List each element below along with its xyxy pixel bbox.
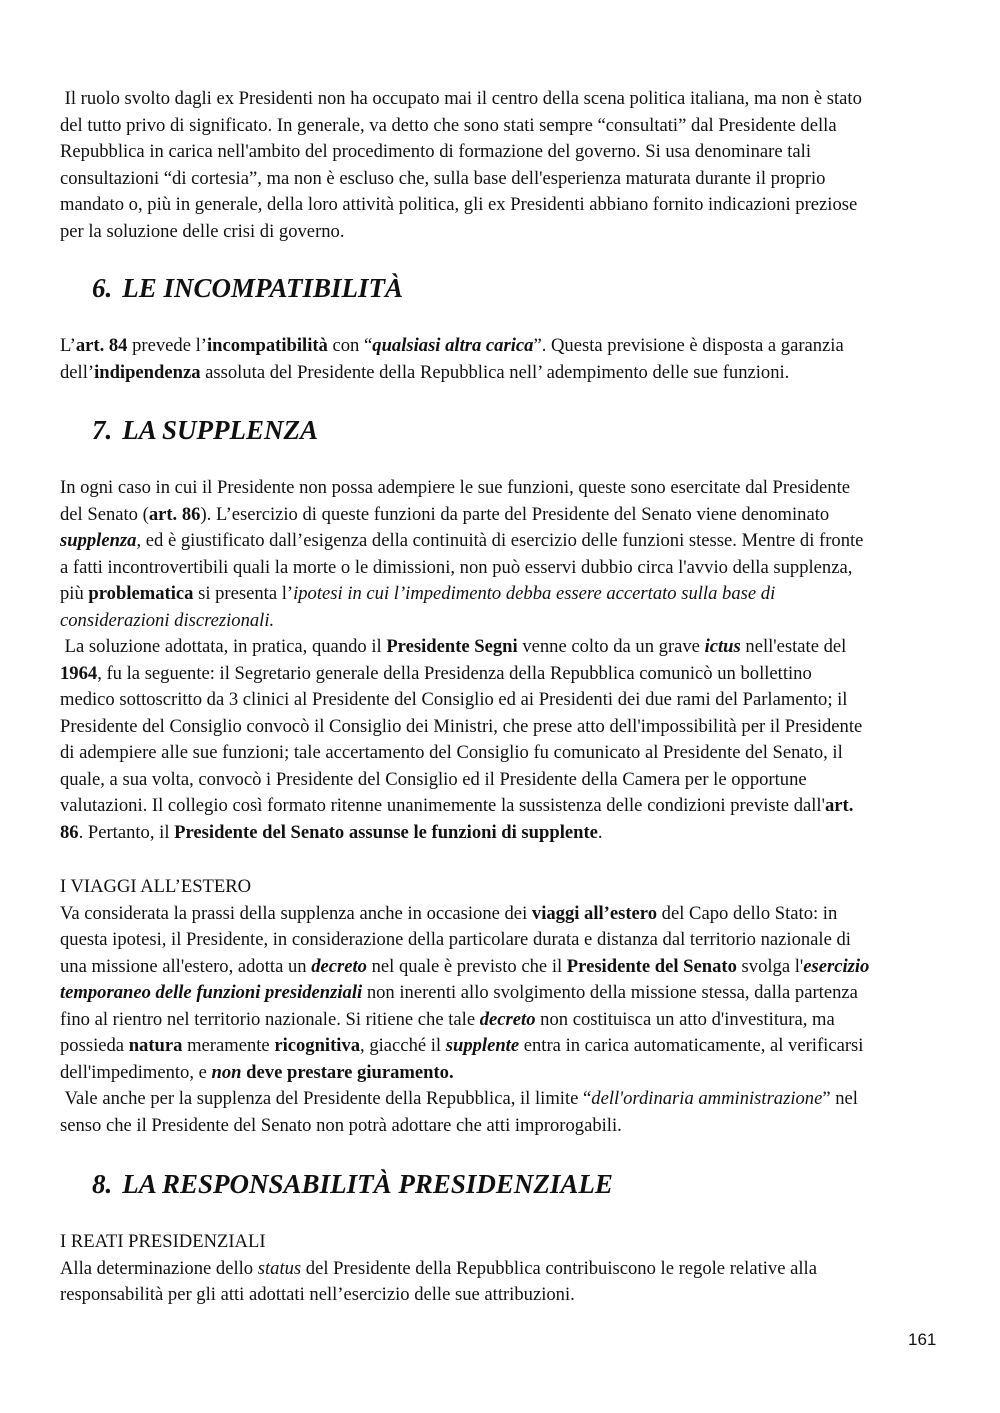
text-line — [60, 360, 945, 387]
text-run: del Capo dello Stato: in — [657, 902, 838, 924]
text-line: senso che il Presidente del Senato non potrà adottare che atti improrogabili. — [60, 1114, 622, 1136]
text-line — [60, 1256, 945, 1283]
bold-italic-text: supplenza — [60, 530, 137, 551]
text-line — [60, 980, 945, 1007]
text-run: Alla determinazione dello — [60, 1257, 258, 1279]
text-run: fino al rientro nel territorio nazionale. Si ritiene che tale — [60, 1008, 480, 1030]
text-line: questa ipotesi, il Presidente, in considerazione della particolare durata e distanza dal territorio nazionale di — [60, 929, 851, 950]
text-line: mandato o, più in generale, della loro attività politica, gli ex Presidenti abbiano fornito indicazioni preziose — [60, 194, 858, 215]
section-number: 8. — [92, 1169, 113, 1199]
text-run: del Presidente della Repubblica contribuiscono le regole relative alla — [301, 1257, 817, 1279]
paragraph-viaggi-estero — [60, 874, 945, 1139]
text-line: per la soluzione delle crisi di governo. — [60, 220, 345, 242]
text-run: più — [60, 583, 89, 604]
text-line — [60, 1086, 945, 1113]
text-run: meramente — [182, 1035, 275, 1056]
text-line — [60, 502, 945, 529]
text-line: In ogni caso in cui il Presidente non possa adempiere le sue funzioni, queste sono esercitate dal Presidente — [60, 477, 851, 498]
section-title: LE INCOMPATIBILITÀ — [122, 273, 404, 303]
text-line: a fatti incontrovertibili quali la morte o le dimissioni, non può esservi dubbio circa l'avvio della supplenza, — [60, 556, 853, 578]
bold-italic-text: esercizio — [803, 955, 870, 977]
bold-text: 1964 — [60, 662, 98, 684]
text-line — [60, 793, 945, 820]
text-line — [60, 608, 945, 635]
text-run: dell’ — [60, 361, 95, 383]
subsection-title: I REATI PRESIDENZIALI — [60, 1231, 266, 1252]
text-run: ). L’esercizio di queste funzioni da parte del Presidente del Senato viene denominato — [200, 503, 830, 525]
text-run: del Senato ( — [60, 503, 149, 525]
italic-text: ipotesi in cui l’impedimento debba essere accertato sulla base di — [293, 583, 776, 604]
text-run: L’ — [60, 335, 76, 356]
bold-italic-text: decreto — [479, 1008, 536, 1030]
text-run: valutazioni. Il collegio così formato ritenne unanimemente la sussistenza delle condizioni previste dall' — [60, 795, 825, 816]
text-line: medico sottoscritto da 3 clinici al Presidente del Consiglio ed ai Presidenti dei due rami del Parlamento; il — [60, 689, 848, 710]
bold-text: Presidente del Senato assunse le funzioni di supplente — [174, 821, 598, 843]
text-line: responsabilità per gli atti adottati nell’esercizio delle sue attribuzioni. — [60, 1284, 575, 1305]
text-line — [60, 1033, 945, 1060]
bold-italic-text: supplente — [445, 1035, 520, 1056]
text-run: si presenta l’ — [193, 583, 294, 604]
bold-text: Presidente Segni — [386, 636, 518, 657]
bold-italic-text: decreto — [311, 955, 367, 977]
paragraph-reati-presidenziali — [60, 1229, 945, 1309]
bold-text: deve prestare giuramento. — [241, 1061, 454, 1083]
text-line — [60, 528, 945, 555]
text-line — [60, 1060, 945, 1087]
text-run: , fu la seguente: il Segretario generale della Presidenza della Repubblica comunicò un bollettino — [97, 662, 812, 684]
text-run: nell'estate del — [740, 636, 847, 657]
page-number: 161 — [908, 1330, 937, 1349]
text-line — [60, 634, 945, 661]
text-line: consultazioni “di cortesia”, ma non è escluso che, sulla base dell'esperienza maturata durante il proprio — [60, 167, 826, 189]
text-run: ”. Questa previsione è disposta a garanzia — [533, 335, 844, 356]
section-title: LA SUPPLENZA — [122, 415, 319, 445]
paragraph-supplenza — [60, 475, 945, 846]
section-heading-6 — [92, 272, 403, 304]
bold-italic-text: qualsiasi altra carica — [372, 335, 534, 356]
bold-text: problematica — [88, 583, 194, 604]
bold-italic-text: temporaneo delle funzioni presidenziali — [60, 982, 363, 1003]
text-line — [60, 1007, 945, 1034]
section-title: LA RESPONSABILITÀ PRESIDENZIALE — [122, 1169, 613, 1199]
text-run: venne colto da un grave — [517, 636, 705, 657]
text-run: , giacché il — [360, 1035, 446, 1056]
bold-text: incompatibilità — [206, 335, 328, 356]
text-line — [60, 661, 945, 688]
text-line — [60, 954, 945, 981]
bold-text: art. — [824, 795, 854, 816]
bold-text: art. 86 — [148, 503, 201, 525]
text-run: nel quale è previsto che il — [366, 955, 567, 977]
text-run: . Pertanto, il — [78, 821, 175, 843]
subsection-title: I VIAGGI ALL’ESTERO — [60, 876, 252, 897]
bold-text: ricognitiva — [274, 1035, 361, 1056]
text-run: ” nel — [822, 1088, 858, 1109]
text-run: La soluzione adottata, in pratica, quando il — [60, 636, 387, 657]
bold-italic-text: non — [211, 1061, 242, 1083]
text-run: una missione all'estero, adotta un — [60, 955, 312, 977]
text-line: quale, a sua volta, convocò i Presidente del Consiglio ed il Presidente della Camera per le opportune — [60, 768, 807, 790]
bold-text: natura — [128, 1035, 183, 1056]
section-heading-8 — [92, 1168, 613, 1200]
paragraph-ex-presidenti — [60, 86, 945, 245]
text-line — [60, 901, 945, 928]
text-line — [60, 581, 945, 608]
italic-text: status — [257, 1257, 302, 1279]
text-run: Vale anche per la supplenza del Presidente della Repubblica, il limite “ — [60, 1088, 592, 1109]
section-number: 6. — [92, 273, 113, 303]
text-line: Il ruolo svolto dagli ex Presidenti non ha occupato mai il centro della scena politica italiana, ma non è stato — [60, 88, 862, 109]
text-run: dell'impedimento, e — [60, 1061, 212, 1083]
bold-text: 86 — [60, 821, 79, 843]
italic-text: dell'ordinaria amministrazione — [591, 1088, 823, 1109]
text-run: non costituisca un atto d'investitura, ma — [535, 1008, 835, 1030]
text-run: assoluta del Presidente della Repubblica nell’ adempimento delle sue funzioni. — [200, 361, 790, 383]
text-line — [60, 820, 945, 847]
text-run: Va considerata la prassi della supplenza anche in occasione dei — [60, 902, 532, 924]
bold-text: indipendenza — [94, 361, 201, 383]
text-line — [60, 333, 945, 360]
text-run: entra in carica automaticamente, al verificarsi — [519, 1035, 864, 1056]
paragraph-incompatibilita — [60, 333, 945, 386]
text-run: con “ — [327, 335, 373, 356]
text-run: svolga l' — [736, 955, 804, 977]
bold-italic-text: ictus — [704, 636, 741, 657]
bold-text: Presidente del Senato — [566, 955, 737, 977]
text-line: Presidente del Consiglio convocò il Consiglio dei Ministri, che prese atto dell'impossibilità per il Presidente — [60, 715, 863, 737]
text-line: Repubblica in carica nell'ambito del procedimento di formazione del governo. Si usa denominare tali — [60, 141, 811, 162]
text-line: del tutto privo di significato. In generale, va detto che sono stati sempre “consultati” dal Presidente della — [60, 114, 837, 136]
bold-text: viaggi all’estero — [531, 902, 658, 924]
text-run: . — [597, 821, 603, 843]
section-number: 7. — [92, 415, 113, 445]
bold-text: art. 84 — [75, 335, 128, 356]
text-run: prevede l’ — [127, 335, 207, 356]
text-run: possieda — [60, 1035, 129, 1056]
text-line: di adempiere alle sue funzioni; tale accertamento del Consiglio fu comunicato al Presidente del Senato, il — [60, 742, 843, 763]
section-heading-7 — [92, 414, 318, 446]
text-run: non inerenti allo svolgimento della missione stessa, dalla partenza — [362, 982, 858, 1003]
italic-text: considerazioni discrezionali. — [60, 609, 275, 631]
text-run: , ed è giustificato dall’esigenza della continuità di esercizio delle funzioni stesse. Mentre di fronte — [136, 530, 864, 551]
